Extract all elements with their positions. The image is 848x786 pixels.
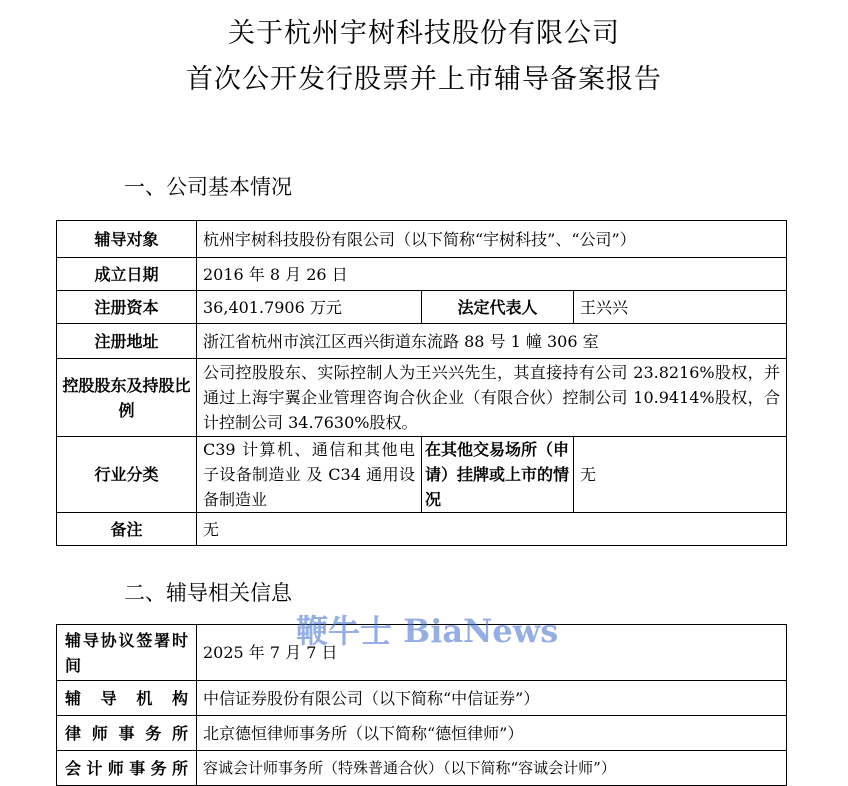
institution-label: 辅导机构 [57,681,197,716]
company-basic-info-table [56,220,787,546]
controlling-holder-value: 公司控股股东、实际控制人为王兴兴先生，其直接持有公司 23.8216%股权，并通过上海宇翼企业管理咨询合伙企业（有限合伙）控制公司 10.9414%股权，合计控制公司 34.7630%股权。 [197,359,787,437]
agreement-date-label: 辅导协议签署时间 [57,625,197,681]
law-firm-label: 律师事务所 [57,716,197,751]
listing-status-value: 无 [574,437,787,513]
law-firm-value: 北京德恒律师事务所（以下简称“德恒律师”） [197,716,787,751]
listing-status-label: 在其他交易场所（申请）挂牌或上市的情况 [422,437,574,513]
document-title-line-2: 首次公开发行股票并上市辅导备案报告 [186,64,662,95]
controlling-holder-label: 控股股东及持股比例 [57,359,197,437]
table-row [57,681,787,716]
document-title-line-1: 关于杭州宇树科技股份有限公司 [228,18,620,49]
agreement-date-value: 2025 年 7 月 7 日 [197,625,787,681]
target-value: 杭州宇树科技股份有限公司（以下简称“宇树科技”、“公司”） [197,221,787,258]
address-value: 浙江省杭州市滨江区西兴街道东流路 88 号 1 幢 306 室 [197,324,787,359]
table-row [57,291,787,324]
remark-label: 备注 [57,513,197,546]
target-label: 辅导对象 [57,221,197,258]
table-row [57,437,787,513]
industry-value: C39 计算机、通信和其他电子设备制造业 及 C34 通用设备制造业 [197,437,422,513]
legal-rep-label: 法定代表人 [422,291,574,324]
capital-value: 36,401.7906 万元 [197,291,422,324]
address-label: 注册地址 [57,324,197,359]
accounting-firm-label: 会计师事务所 [57,751,197,786]
table-row [57,221,787,258]
legal-rep-value: 王兴兴 [574,291,787,324]
institution-value: 中信证券股份有限公司（以下简称“中信证券”） [197,681,787,716]
table-row [57,513,787,546]
capital-label: 注册资本 [57,291,197,324]
accounting-firm-value: 容诚会计师事务所（特殊普通合伙）（以下简称“容诚会计师”） [197,751,787,786]
table-row [57,716,787,751]
founded-value: 2016 年 8 月 26 日 [197,258,787,291]
section-heading-tutoring-info: 二、辅导相关信息 [124,581,292,605]
section-heading-basic-info: 一、公司基本情况 [124,175,292,199]
table-row [57,324,787,359]
table-row [57,359,787,437]
remark-value: 无 [197,513,787,546]
table-row [57,258,787,291]
table-row [57,751,787,786]
industry-label: 行业分类 [57,437,197,513]
watermark-logo: 鞭牛士 BiaNews [296,612,559,650]
founded-label: 成立日期 [57,258,197,291]
